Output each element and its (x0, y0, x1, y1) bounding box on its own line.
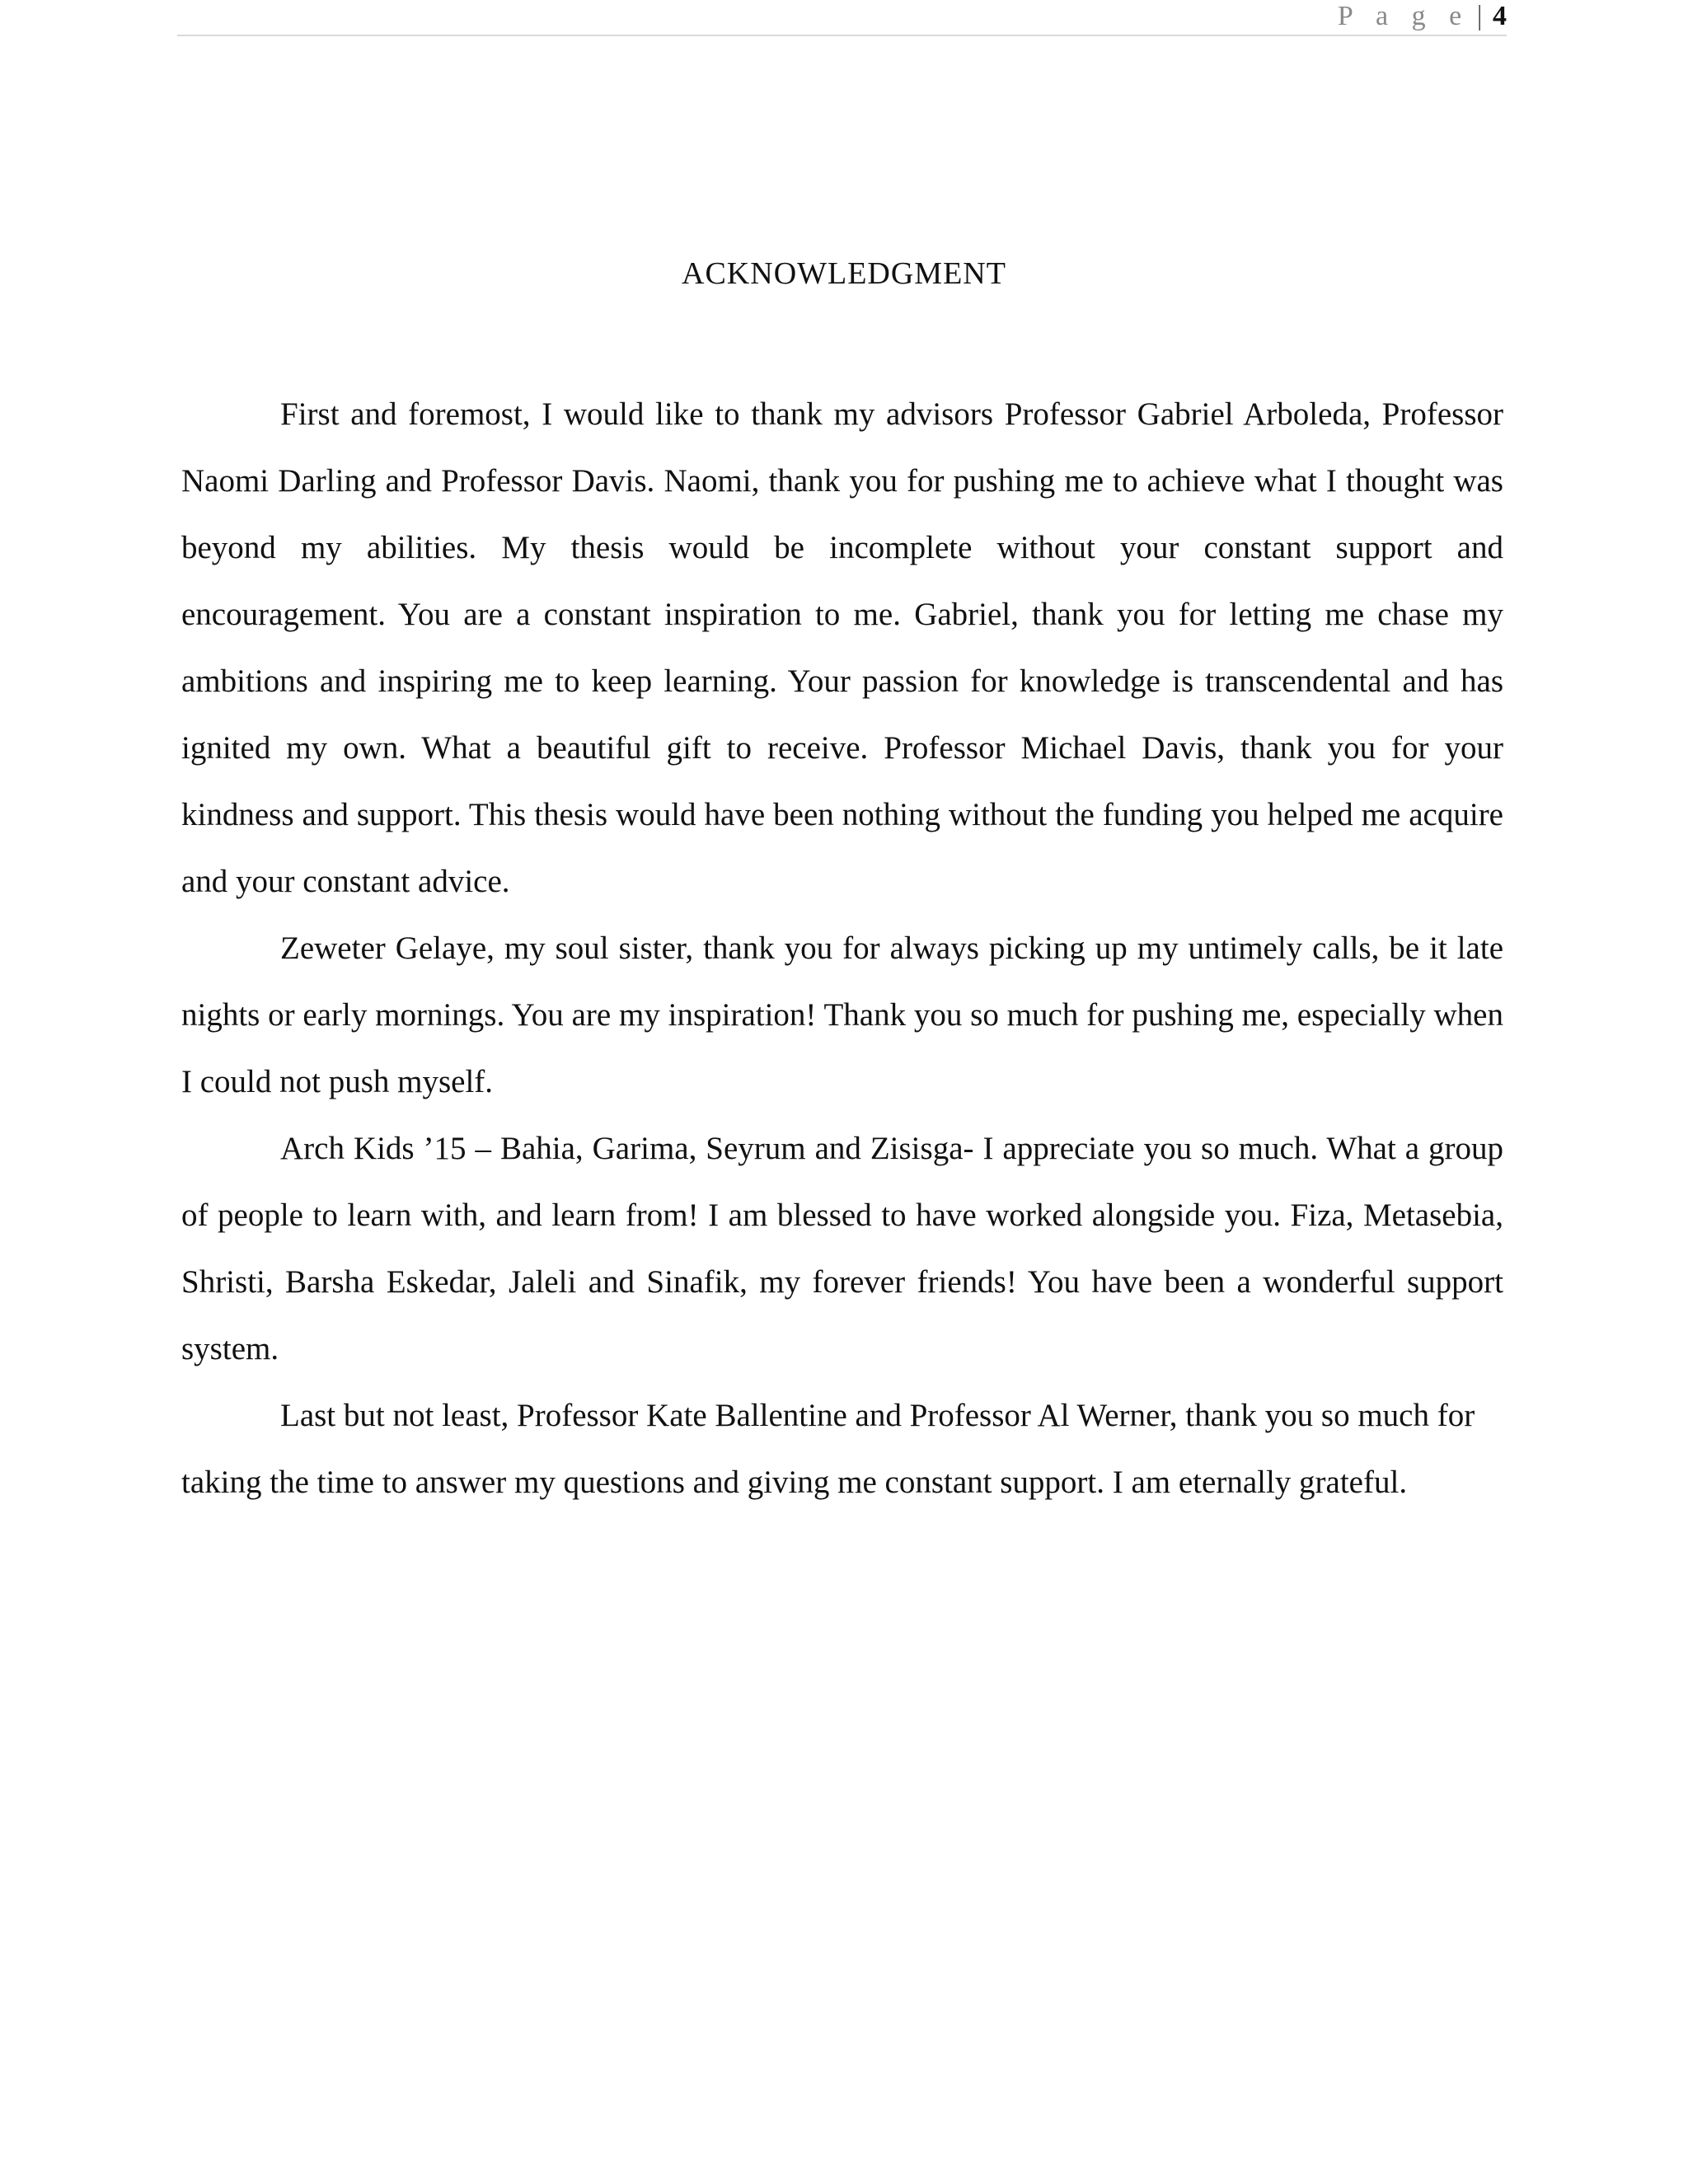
page-separator: | (1476, 1, 1483, 31)
page-label: P a g e (1337, 1, 1470, 31)
paragraph-advisors: First and foremost, I would like to thank my advisors Professor Gabriel Arboleda, Professor Naomi Darling and Professor Davis. Naomi, thank you for pushing me to achieve what I thought was beyond my abilities. My thesis would be incomplete without your constant support and encouragement. You are a constant inspiration to me. Gabriel, thank you for letting me chase my ambitions and inspiring me to keep learning. Your passion for knowledge is transcendental and has ignited my own. What a beautiful gift to receive. Professor Michael Davis, thank you for your kindness and support. This thesis would have been nothing without the funding you helped me acquire and your constant advice. (181, 396, 1503, 899)
paragraph-closing: Last but not least, Professor Kate Ballentine and Professor Al Werner, thank you so much for taking the time to answer my questions and giving me constant support. I am eternally grateful. (181, 1398, 1475, 1500)
document-body (181, 381, 1503, 1516)
page-number: 4 (1493, 1, 1507, 31)
page-header (177, 0, 1507, 36)
paragraph-sister: Zeweter Gelaye, my soul sister, thank you for always picking up my untimely calls, be it late nights or early mornings. You are my inspiration! Thank you so much for pushing me, especially when I could not push myself. (181, 930, 1503, 1099)
document-title: ACKNOWLEDGMENT (682, 256, 1006, 291)
page-number-indicator (1338, 0, 1507, 33)
paragraph-friends: Arch Kids ’15 – Bahia, Garima, Seyrum and Zisisga- I appreciate you so much. What a group of people to learn with, and learn from! I am blessed to have worked alongside you. Fiza, Metasebia, Shristi, Barsha Eskedar, Jaleli and Sinafik, my forever friends! You have been a wonderful support system. (181, 1131, 1503, 1366)
